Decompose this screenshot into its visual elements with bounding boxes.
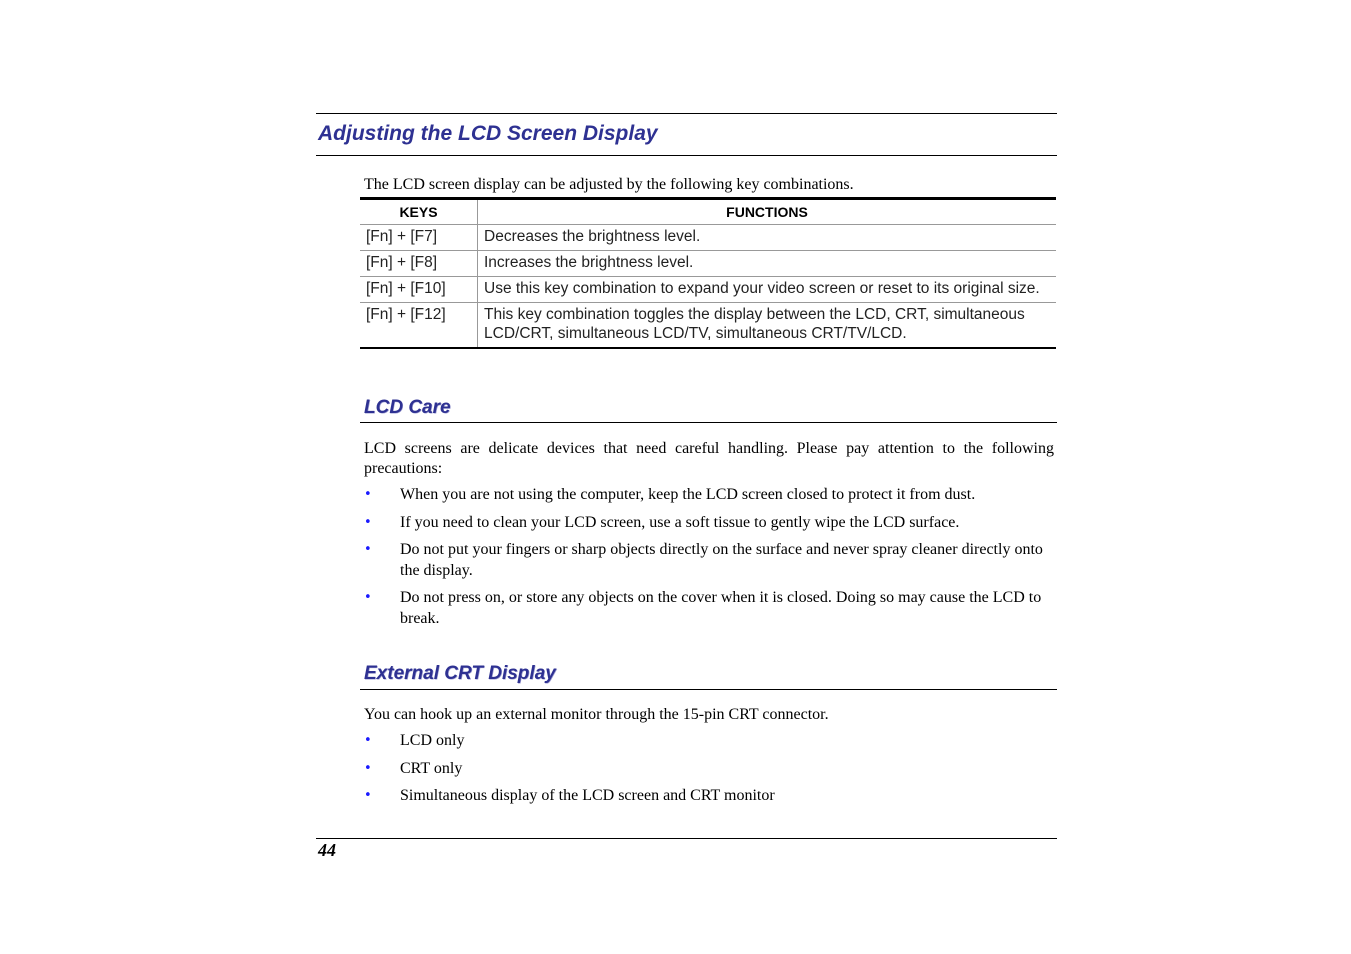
table-row	[360, 251, 1056, 277]
bullet-icon: •	[364, 487, 372, 502]
list-item	[364, 759, 1054, 780]
page-number: 44	[318, 840, 336, 860]
key-cell: [Fn] + [F8]	[360, 251, 478, 277]
list-item-text: Simultaneous display of the LCD screen and CRT monitor	[400, 787, 775, 804]
external-crt-heading: External CRT Display	[364, 663, 556, 684]
bullet-icon: •	[364, 542, 372, 557]
external-crt-underline	[360, 689, 1057, 690]
list-item	[364, 731, 1054, 752]
list-item	[364, 485, 1054, 506]
footer-rule	[316, 838, 1057, 839]
bullet-icon: •	[364, 514, 372, 530]
section-title: Adjusting the LCD Screen Display	[318, 122, 658, 145]
list-item-text: When you are not using the computer, keep the LCD screen closed to protect it from dust.	[400, 486, 976, 503]
key-cell: [Fn] + [F7]	[360, 225, 478, 251]
keys-column-header: KEYS	[360, 199, 478, 225]
bullet-icon: •	[364, 788, 372, 803]
list-item	[364, 786, 1054, 807]
list-item	[364, 588, 1054, 629]
lcd-care-heading: LCD Care	[364, 397, 451, 418]
lcd-care-intro: LCD screens are delicate devices that need careful handling. Please pay attention to the following precautions:	[364, 440, 1054, 477]
crt-intro: You can hook up an external monitor through the 15-pin CRT connector.	[364, 706, 829, 723]
table-intro: The LCD screen display can be adjusted by the following key combinations.	[364, 176, 854, 193]
table-header-row	[360, 199, 1056, 225]
table-row	[360, 277, 1056, 303]
bullet-icon: •	[364, 760, 372, 776]
functions-column-header: FUNCTIONS	[478, 199, 1057, 225]
list-item	[364, 513, 1054, 534]
list-item	[364, 540, 1054, 581]
crt-options-list	[364, 731, 1054, 807]
function-cell: Use this key combination to expand your video screen or reset to its original size.	[478, 277, 1057, 303]
title-underline	[316, 155, 1057, 156]
function-cell: Decreases the brightness level.	[478, 225, 1057, 251]
list-item-text: LCD only	[400, 732, 465, 749]
list-item-text: CRT only	[400, 759, 463, 777]
table-row	[360, 302, 1056, 348]
function-cell: Increases the brightness level.	[478, 251, 1057, 277]
lcd-care-list	[364, 485, 1054, 629]
list-item-text: Do not press on, or store any objects on the cover when it is closed. Doing so may cause the LCD to break.	[400, 589, 1042, 627]
function-cell: This key combination toggles the display between the LCD, CRT, simultaneous LCD/CRT, simultaneous LCD/TV, simultaneous CRT/TV/LCD.	[478, 302, 1057, 348]
top-rule	[316, 113, 1057, 114]
table-row	[360, 225, 1056, 251]
bullet-icon: •	[364, 590, 372, 605]
key-cell: [Fn] + [F12]	[360, 302, 478, 348]
list-item-text: Do not put your fingers or sharp objects directly on the surface and never spray cleaner directly onto the display.	[400, 541, 1043, 579]
bullet-icon: •	[364, 733, 372, 748]
key-cell: [Fn] + [F10]	[360, 277, 478, 303]
list-item-text: If you need to clean your LCD screen, use a soft tissue to gently wipe the LCD surface.	[400, 513, 960, 531]
key-combinations-table	[360, 197, 1056, 349]
lcd-care-underline	[360, 422, 1057, 423]
